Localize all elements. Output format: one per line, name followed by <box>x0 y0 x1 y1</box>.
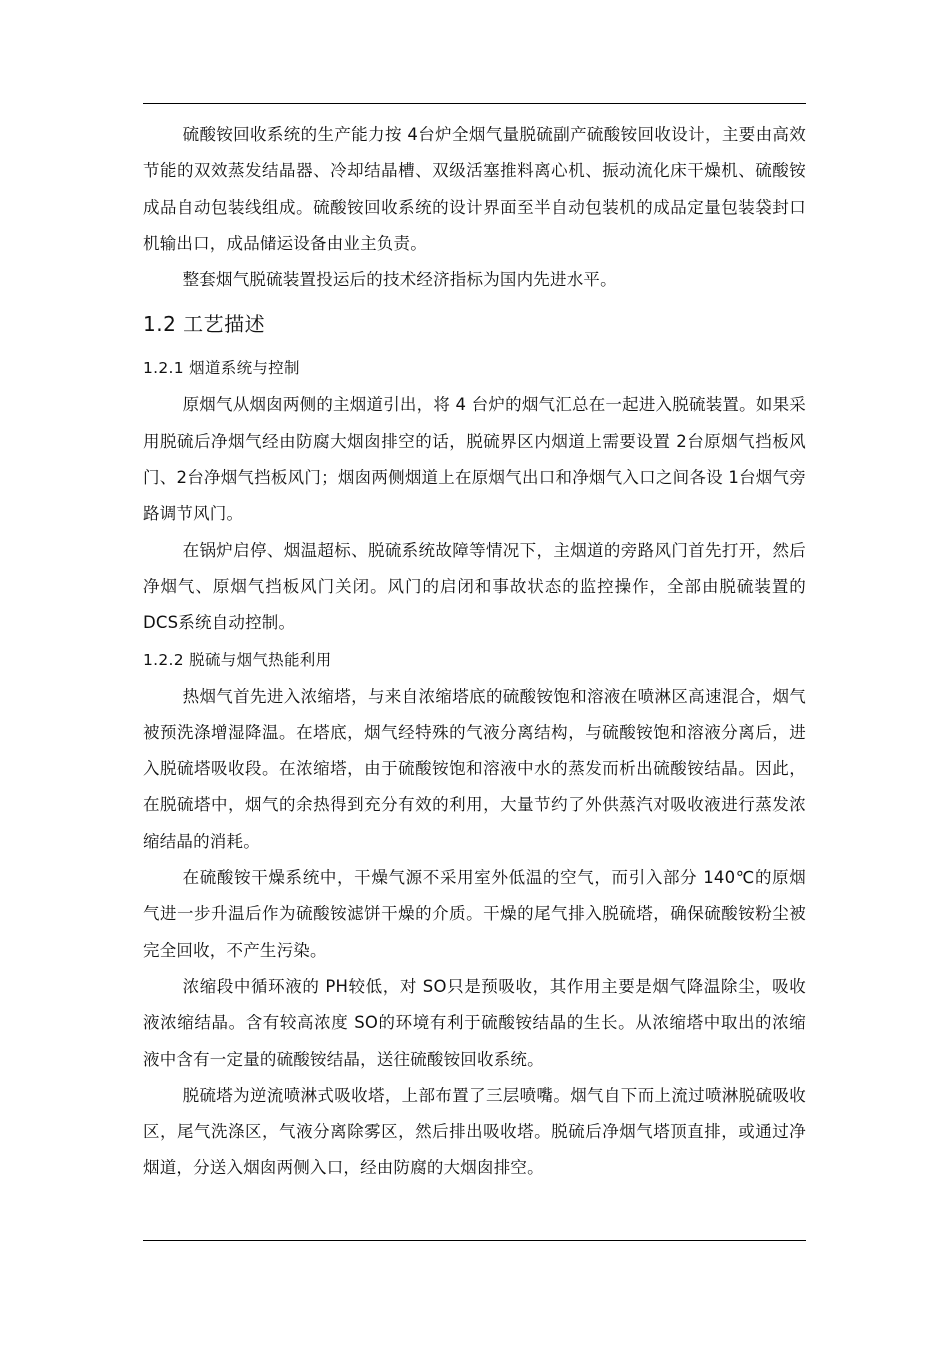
subsection-heading-desulfurization: 1.2.2 脱硫与烟气热能利用 <box>143 650 332 669</box>
footer-rule <box>143 1240 806 1241</box>
desulfurization-paragraph-2: 在硫酸铵干燥系统中，干燥气源不采用室外低温的空气，而引入部分 140℃的原烟气进一步升温后作为硫酸铵滤饼干燥的介质。干燥的尾气排入脱硫塔，确保硫酸铵粉尘被完全回收，不产生污染。 <box>143 868 806 960</box>
section-heading: 1.2 工艺描述 <box>143 312 266 337</box>
desulfurization-paragraph-1: 热烟气首先进入浓缩塔，与来自浓缩塔底的硫酸铵饱和溶液在喷淋区高速混合，烟气被预洗涤增湿降温。在塔底，烟气经特殊的气液分离结构，与硫酸铵饱和溶液分离后，进入脱硫塔吸收段。在浓缩塔，由于硫酸铵饱和溶液中水的蒸发而析出硫酸铵结晶。因此，在脱硫塔中，烟气的余热得到充分有效的利用，大量节约了外供蒸汽对吸收液进行蒸发浓缩结晶的消耗。 <box>143 686 806 851</box>
header-rule <box>143 103 806 104</box>
intro-paragraph-2: 整套烟气脱硫装置投运后的技术经济指标为国内先进水平。 <box>182 270 617 290</box>
subsection-heading-flue: 1.2.1 烟道系统与控制 <box>143 359 300 378</box>
desulfurization-paragraph-4: 脱硫塔为逆流喷淋式吸收塔，上部布置了三层喷嘴。烟气自下而上流过喷淋脱硫吸收区，尾气洗涤区，气液分离除雾区，然后排出吸收塔。脱硫后净烟气塔顶直排，或通过净烟道，分送入烟囱两侧入口，经由防腐的大烟囱排空。 <box>143 1085 806 1178</box>
desulfurization-paragraph-3: 浓缩段中循环液的 PH较低，对 SO只是预吸收，其作用主要是烟气降温除尘，吸收液浓缩结晶。含有较高浓度 SO的环境有利于硫酸铵结晶的生长。从浓缩塔中取出的浓缩液中含有一定量的硫酸铵结晶，送往硫酸铵回收系统。 <box>143 976 806 1069</box>
flue-paragraph-2: 在锅炉启停、烟温超标、脱硫系统故障等情况下，主烟道的旁路风门首先打开，然后净烟气、原烟气挡板风门关闭。风门的启闭和事故状态的监控操作，全部由脱硫装置的 DCS系统自动控制。 <box>143 540 806 633</box>
intro-paragraph-1: 硫酸铵回收系统的生产能力按 4台炉全烟气量脱硫副产硫酸铵回收设计，主要由高效节能的双效蒸发结晶器、冷却结晶槽、双级活塞推料离心机、振动流化床干燥机、硫酸铵成品自动包装线组成。硫酸铵回收系统的设计界面至半自动包装机的成品定量包装袋封口机输出口，成品储运设备由业主负责。 <box>143 125 806 253</box>
document-body <box>143 117 806 1187</box>
flue-paragraph-1: 原烟气从烟囱两侧的主烟道引出，将 4 台炉的烟气汇总在一起进入脱硫装置。如果采用脱硫后净烟气经由防腐大烟囱排空的话，脱硫界区内烟道上需要设置 2台原烟气挡板风门、2台净烟气挡板风门；烟囱两侧烟道上在原烟气出口和净烟气入口之间各设 1台烟气旁路调节风门。 <box>143 395 806 524</box>
